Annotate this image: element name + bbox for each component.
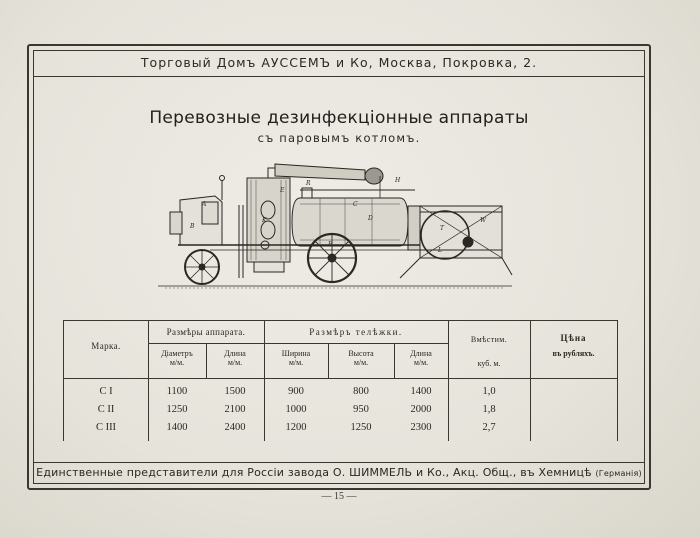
row1-cart-length: 1400 (410, 386, 432, 397)
col-header-height-unit: м/м. (353, 358, 369, 367)
row2-marka: С II (97, 404, 115, 415)
col-header-cart-length-label: Длина (410, 349, 432, 358)
row3-diameter: 1400 (166, 422, 188, 433)
col-header-width-label: Ширина (281, 349, 311, 358)
col-header-price: Цѣна (560, 333, 587, 343)
page-number: — 15 — (321, 491, 357, 502)
svg-text:H: H (395, 177, 401, 184)
svg-text:C: C (353, 201, 358, 208)
row3-marka: С III (95, 422, 117, 433)
col-header-width (264, 349, 328, 367)
row3-height: 1250 (350, 422, 372, 433)
svg-text:K: K (262, 217, 267, 224)
footer-divider (33, 462, 645, 463)
col-header-length (206, 349, 264, 367)
page-title: Перевозные дезинфекцiонные аппараты (149, 108, 529, 128)
col-header-cart-length-unit: м/м. (413, 358, 429, 367)
table-divider (148, 343, 448, 344)
row2-diameter: 1250 (166, 404, 188, 415)
footer-main-text: Единственные представители для Россiи завода О. ШИММЕЛЬ и Ко., Акц. Общ., въ Хемницѣ (36, 466, 592, 479)
row1-diameter: 1100 (166, 386, 188, 397)
page-subtitle: съ паровымъ котломъ. (257, 131, 421, 145)
row3-cart-length: 2300 (410, 422, 432, 433)
col-header-diameter (148, 349, 206, 367)
row3-length: 2400 (224, 422, 246, 433)
svg-text:A: A (202, 201, 207, 208)
table-divider (64, 378, 617, 379)
footer-country: (Германiя) (595, 469, 642, 478)
svg-text:B: B (190, 223, 195, 230)
col-header-length-label: Длина (224, 349, 246, 358)
svg-text:F: F (328, 241, 333, 248)
footer-note (33, 466, 645, 479)
row1-capacity: 1,0 (482, 386, 496, 397)
row2-length: 2100 (224, 404, 246, 415)
row3-capacity: 2,7 (482, 422, 496, 433)
col-header-cart-length (394, 349, 448, 367)
svg-text:L: L (438, 247, 442, 254)
specification-table (63, 320, 618, 441)
svg-text:E: E (280, 187, 285, 194)
svg-text:T: T (440, 225, 445, 232)
col-header-height-label: Высота (348, 349, 374, 358)
row2-height: 950 (353, 404, 369, 415)
header-divider (33, 76, 645, 77)
row3-width: 1200 (285, 422, 307, 433)
row2-width: 1000 (285, 404, 307, 415)
row1-length: 1500 (224, 386, 246, 397)
row2-capacity: 1,8 (482, 404, 496, 415)
svg-text:W: W (480, 217, 487, 224)
col-header-diameter-unit: м/м. (169, 358, 185, 367)
disinfection-apparatus-illustration (150, 150, 520, 295)
col-header-price-sub: въ рубляхъ. (552, 349, 595, 358)
group-header-cart: Размѣръ телѣжки. (309, 327, 403, 337)
row1-width: 900 (288, 386, 304, 397)
row2-cart-length: 2000 (410, 404, 432, 415)
col-header-length-unit: м/м. (227, 358, 243, 367)
col-header-diameter-label: Дiаметръ (161, 349, 193, 358)
col-header-height (328, 349, 394, 367)
svg-text:R: R (306, 180, 311, 187)
col-header-capacity: Вмѣстим. (470, 335, 508, 344)
row1-height: 800 (353, 386, 369, 397)
group-header-apparatus: Размѣры аппарата. (166, 327, 246, 337)
company-header: Торговый Домъ АУССЕМЪ и Ко, Москва, Покровка, 2. (140, 55, 538, 70)
col-header-capacity-unit: куб. м. (477, 359, 501, 368)
svg-text:D: D (368, 215, 373, 222)
col-header-width-unit: м/м. (288, 358, 304, 367)
row1-marka: С I (99, 386, 113, 397)
col-header-marka: Марка. (91, 341, 121, 351)
